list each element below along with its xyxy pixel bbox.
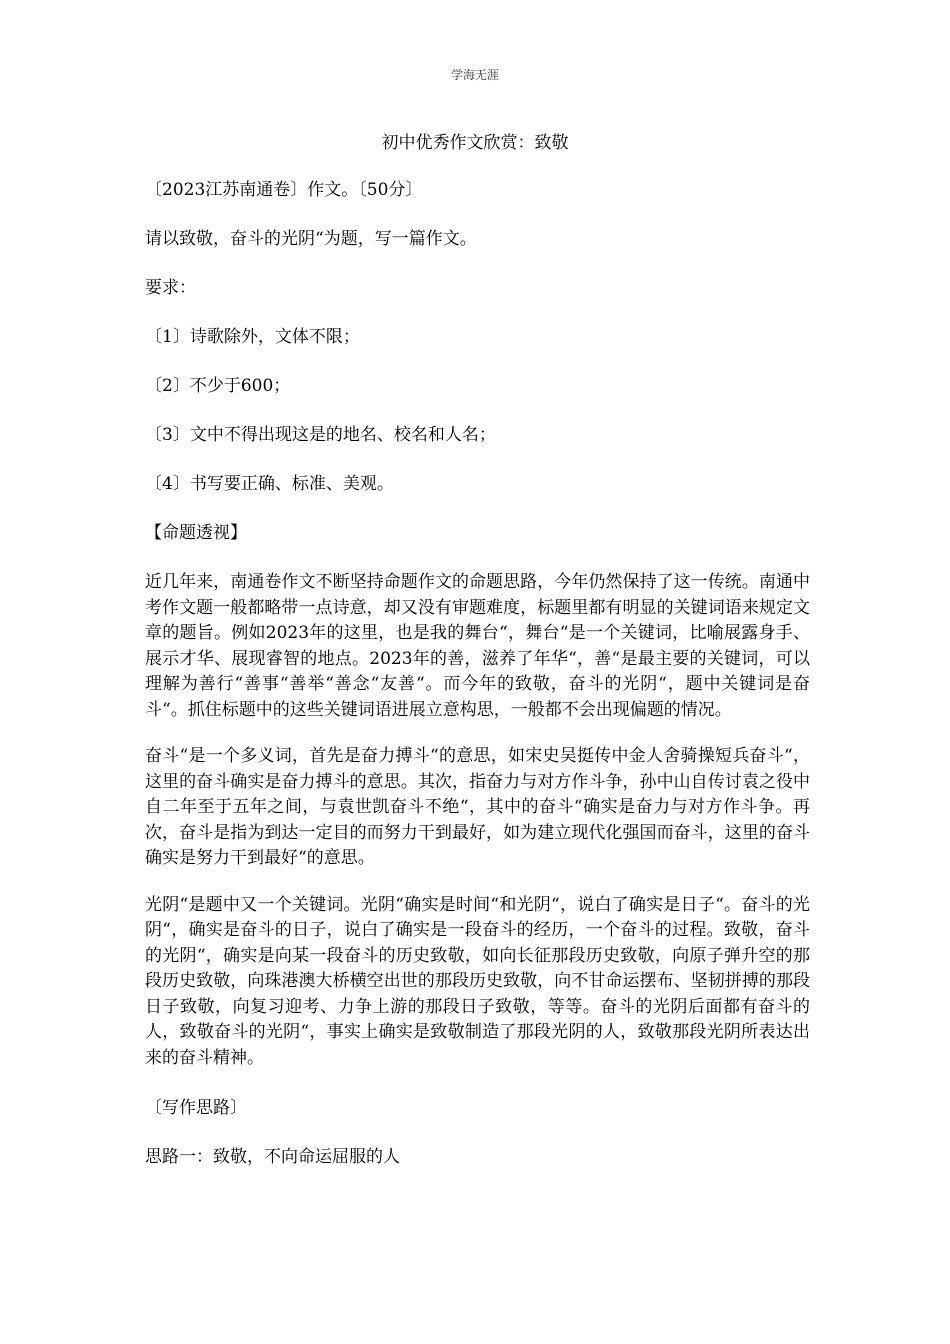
document-body bbox=[145, 178, 810, 1169]
section-heading: 【命题透视】 bbox=[145, 523, 247, 543]
requirement-item: 〔3〕文中不得出现这是的地名、校名和人名； bbox=[145, 425, 496, 445]
writing-heading: 〔写作思路〕 bbox=[145, 1098, 247, 1118]
page-header: 学海无涯 bbox=[450, 68, 499, 82]
page-title: 初中优秀作文欣赏：致敬 bbox=[381, 133, 569, 153]
essay-prompt: 请以致敬，奋斗的光阴“为题，写一篇作文。 bbox=[145, 229, 477, 249]
analysis-paragraph: 奋斗“是一个多义词，首先是奋力搏斗“的意思，如宋史吴挺传中金人舍骑操短兵奋斗“，这里的奋斗确实是奋力搏斗的意思。其次，指奋力与对方作斗争，孙中山自传讨袁之役中自二年至于五年之间，与袁世凯奋斗不绝“，其中的奋斗“确实是奋力与对方作斗争。再次，奋斗是指为到达一定目的而努力干到最好，如为建立现代化强国而奋斗，这里的奋斗确实是努力干到最好“的意思。 bbox=[145, 746, 810, 868]
idea-heading: 思路一：致敬，不向命运屈服的人 bbox=[145, 1147, 400, 1167]
requirements-label: 要求： bbox=[145, 278, 196, 298]
requirement-item: 〔2〕不少于600； bbox=[145, 376, 291, 396]
requirement-item: 〔1〕诗歌除外，文体不限； bbox=[145, 327, 360, 347]
exam-source: 〔2023江苏南通卷〕作文。〔50分〕 bbox=[145, 180, 423, 200]
analysis-paragraph: 近几年来，南通卷作文不断坚持命题作文的命题思路，今年仍然保持了这一传统。南通中考作文题一般都略带一点诗意，却又没有审题难度，标题里都有明显的关键词语来规定文章的题旨。例如2023年的这里，也是我的舞台“，舞台“是一个关键词，比喻展露身手、展示才华、展现睿智的地点。2023年的善，滋养了年华“，善“是最主要的关键词，可以理解为善行“善事“善举“善念“友善“。而今年的致敬，奋斗的光阴“，题中关键词是奋斗“。抓住标题中的这些关键词语进展立意构思，一般都不会出现偏题的情况。 bbox=[145, 572, 810, 720]
requirement-item: 〔4〕书写要正确、标准、美观。 bbox=[145, 474, 394, 494]
analysis-paragraph: 光阴“是题中又一个关键词。光阴“确实是时间“和光阴“，说白了确实是日子“。奋斗的光阴“，确实是奋斗的日子，说白了确实是一段奋斗的经历，一个奋斗的过程。致敬，奋斗的光阴“，确实是向某一段奋斗的历史致敬，如向长征那段历史致敬，向原子弹升空的那段历史致敬，向珠港澳大桥横空出世的那段历史致敬，向不甘命运摆布、坚韧拼搏的那段日子致敬，向复习迎考、力争上游的那段日子致敬，等等。奋斗的光阴后面都有奋斗的人，致敬奋斗的光阴“，事实上确实是致敬制造了那段光阴的人，致敬那段光阴所表达出来的奋斗精神。 bbox=[145, 894, 810, 1068]
